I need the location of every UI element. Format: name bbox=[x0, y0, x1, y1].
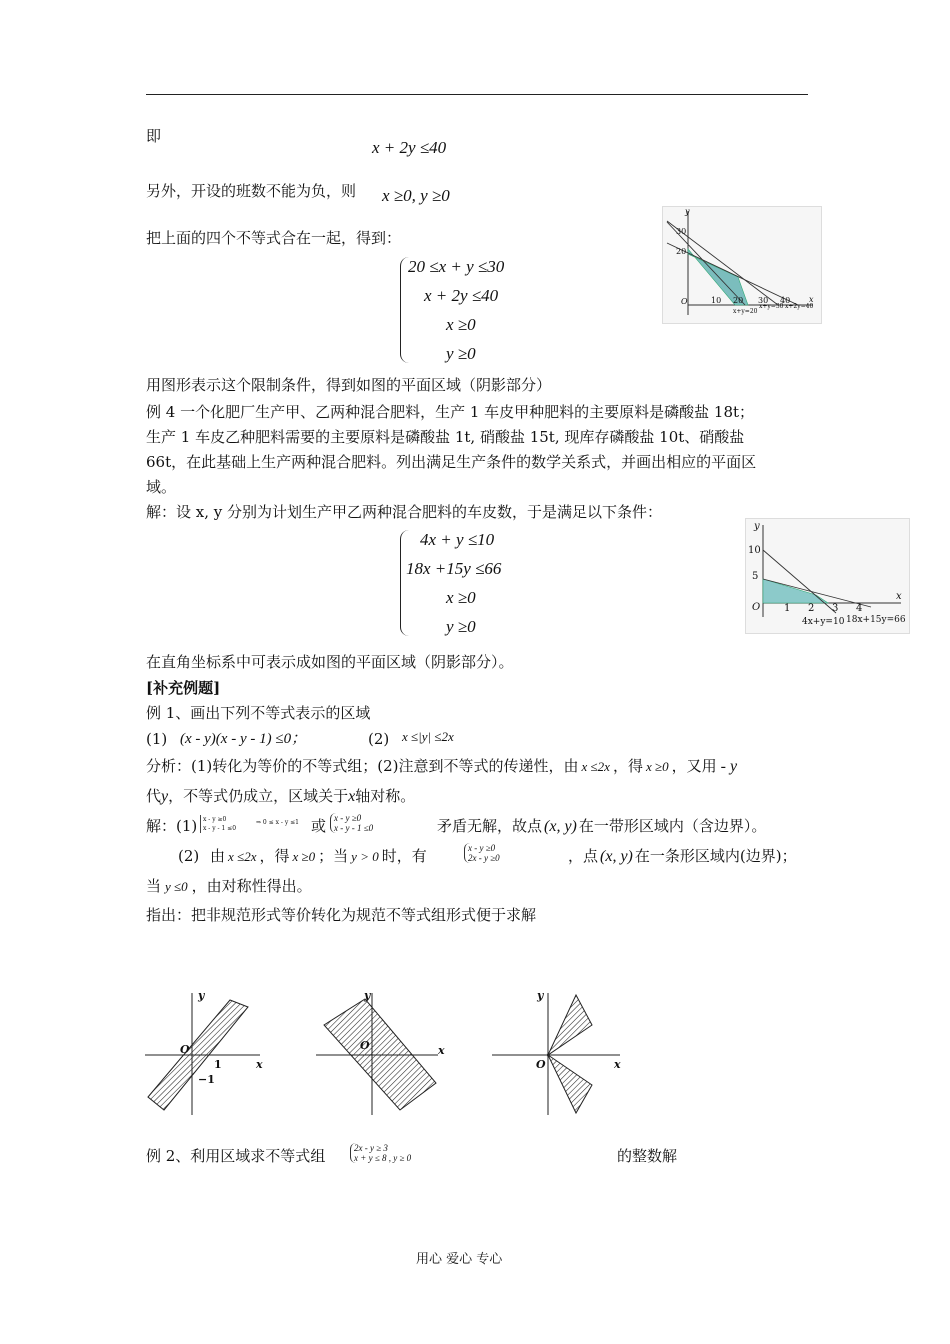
sol2-label: (2) bbox=[178, 847, 200, 865]
fig1-x10: 10 bbox=[711, 296, 722, 305]
figure-region-1 bbox=[662, 206, 822, 324]
ex2-sys-b: x + y ≤ 8 , y ≥ 0 bbox=[354, 1153, 412, 1163]
sol2-m2: x ≥0 bbox=[292, 849, 316, 864]
ex2-p1: 例 2、利用区域求不等式组 bbox=[146, 1147, 326, 1165]
fig2-x4: 4 bbox=[856, 603, 863, 614]
ex1-item1-label: (1) bbox=[146, 730, 168, 748]
ex4-line: 例 4 一个化肥厂生产甲、乙两种混合肥料，生产 1 车皮甲种肥料的主要原料是磷酸盐 18t； bbox=[146, 403, 755, 421]
figure-c bbox=[492, 993, 620, 1115]
ex1-item1-math: (x - y)(x - y - 1) ≤0； bbox=[180, 731, 307, 747]
nonneg-text: 另外，开设的班数不能为负，则 bbox=[146, 182, 357, 200]
fig1-l2: x+y=30 bbox=[759, 303, 784, 310]
system1-line: x ≥0 bbox=[446, 315, 476, 334]
figure-region-2 bbox=[745, 518, 910, 634]
ex4-line: 域。 bbox=[146, 478, 177, 496]
ex4-line: 生产 1 车皮乙种肥料需要的主要原料是磷酸盐 1t, 硝酸盐 15t, 现库存磷酸盐 10t、硝酸盐 bbox=[146, 428, 745, 446]
wedge-upper bbox=[548, 995, 592, 1055]
sol1-sys-a: x - y ≥0 bbox=[334, 813, 362, 823]
sol2-p5: ，点 bbox=[568, 847, 599, 865]
system2-line: y ≥0 bbox=[446, 617, 476, 636]
sol1-tiny-system bbox=[200, 815, 236, 833]
sol1-tiny1: x - y ≥0 bbox=[203, 816, 227, 823]
fig2-l2: 18x+15y=66 bbox=[846, 615, 906, 625]
wedge-lower bbox=[548, 1055, 592, 1113]
fig2-x: x bbox=[896, 591, 902, 602]
bottom-figures bbox=[140, 985, 640, 1120]
fig2-x3: 3 bbox=[832, 603, 839, 614]
sol1-point: (x, y) bbox=[544, 818, 577, 835]
system2-line: 18x +15y ≤66 bbox=[406, 559, 502, 578]
sol2-p2: ，得 bbox=[259, 847, 290, 865]
figa-y: y bbox=[198, 989, 205, 1002]
figb-o: O bbox=[360, 1039, 370, 1052]
analysis-line2-m2: x bbox=[348, 788, 356, 805]
analysis-line2-p2: ，不等式仍成立，区域关于 bbox=[168, 787, 349, 805]
figa-one: 1 bbox=[214, 1058, 222, 1071]
nonneg-math: x ≥0, y ≥0 bbox=[382, 186, 450, 205]
fig1-t30: 30 bbox=[676, 227, 687, 236]
fig2-y: y bbox=[754, 521, 760, 532]
system1-line: 20 ≤x + y ≤30 bbox=[408, 257, 505, 276]
sol1-or: 或 bbox=[311, 817, 327, 835]
fig1-x: x bbox=[809, 295, 814, 304]
analysis-line2-p3: 轴对称。 bbox=[355, 787, 416, 805]
analysis-p3: ，又用 bbox=[671, 757, 717, 775]
sol2-system bbox=[464, 843, 500, 863]
sol1-tiny3: ⇒ 0 ≤ x - y ≤1 bbox=[256, 819, 299, 826]
figa-o: O bbox=[180, 1043, 190, 1056]
ex1-item2-label: (2) bbox=[368, 730, 390, 748]
combine-text: 把上面的四个不等式合在一起，得到： bbox=[146, 229, 402, 247]
fig1-x40: 40 bbox=[780, 296, 791, 305]
ex1-item2-math: x ≤|y| ≤2x bbox=[402, 729, 454, 744]
analysis-line1 bbox=[146, 756, 737, 777]
sol2-p3: ；当 bbox=[318, 847, 349, 865]
sol1-sys-b: x - y - 1 ≤0 bbox=[334, 823, 374, 833]
fig2-x1: 1 bbox=[784, 603, 791, 614]
analysis-p2: ，得 bbox=[612, 757, 643, 775]
fig2-t10: 10 bbox=[748, 545, 761, 556]
fig2-t5: 5 bbox=[752, 571, 759, 582]
sol2-p4: 时，有 bbox=[381, 847, 427, 865]
sol1-system bbox=[330, 813, 373, 833]
analysis-m2: x ≥0 bbox=[645, 759, 669, 774]
analysis-p1: 分析：(1)转化为等价的不等式组；(2)注意到不等式的传递性，由 bbox=[146, 757, 579, 775]
intro-ji: 即 bbox=[146, 127, 162, 145]
sol2-line2 bbox=[146, 876, 312, 897]
system2-brace bbox=[400, 530, 409, 636]
footer: 用心 爱心 专心 bbox=[416, 1252, 503, 1267]
figc-x: x bbox=[614, 1058, 621, 1071]
figc-y: y bbox=[537, 989, 544, 1002]
figa-x: x bbox=[256, 1058, 263, 1071]
fig2-l1: 4x+y=10 bbox=[802, 617, 845, 627]
system2-line: 4x + y ≤10 bbox=[420, 530, 495, 549]
coord-text: 在直角坐标系中可表示成如图的平面区域（阴影部分）。 bbox=[146, 653, 514, 671]
sol2-m3: y > 0 bbox=[351, 849, 379, 864]
sol2-line1 bbox=[178, 846, 427, 867]
fig1-o: O bbox=[681, 297, 688, 306]
system1-line: y ≥0 bbox=[446, 344, 476, 363]
figc-o: O bbox=[536, 1058, 546, 1071]
sol2-line2-m: y ≤0 bbox=[165, 879, 188, 894]
fig1-x30: 30 bbox=[758, 296, 769, 305]
sol2-p1: 由 bbox=[210, 847, 226, 865]
fig1-x20: 20 bbox=[733, 296, 744, 305]
sol2-p6: 在一条形区域内(边界)； bbox=[634, 847, 797, 865]
feasible-region bbox=[763, 579, 828, 603]
sol1-label: 解：(1) bbox=[146, 817, 198, 835]
ex1-title: 例 1、画出下列不等式表示的区域 bbox=[146, 704, 371, 722]
sol4-text: 解：设 x, y 分别为计划生产甲乙两种混合肥料的车皮数，于是满足以下条件： bbox=[146, 503, 663, 521]
analysis-line2 bbox=[146, 786, 415, 807]
point-out: 指出：把非规范形式等价转化为规范不等式组形式便于求解 bbox=[146, 906, 537, 924]
sol1-tail bbox=[437, 816, 766, 837]
fig2-o: O bbox=[752, 602, 761, 613]
system1-line: x + 2y ≤40 bbox=[424, 286, 499, 305]
system2-line: x ≥0 bbox=[446, 588, 476, 607]
top-rule bbox=[146, 94, 808, 95]
sol2-line2-p2: ，由对称性得出。 bbox=[191, 877, 312, 895]
sol1-text2: 在一带形区域内（含边界）。 bbox=[578, 817, 767, 835]
ex2-sys-a: 2x - y ≥ 3 bbox=[354, 1143, 388, 1153]
fig1-y: y bbox=[685, 207, 690, 216]
sol2-point: (x, y) bbox=[600, 848, 633, 865]
ex2-system bbox=[350, 1143, 411, 1163]
fig1-l3: x+2y=40 bbox=[785, 303, 814, 310]
sol2-sys-a: x - y ≥0 bbox=[468, 843, 496, 853]
ex4-line: 66t，在此基础上生产两种混合肥料。列出满足生产条件的数学关系式，并画出相应的平面区 bbox=[146, 453, 757, 471]
sol2-tail bbox=[568, 846, 797, 867]
figa-neg1: −1 bbox=[198, 1073, 215, 1086]
region-text: 用图形表示这个限制条件，得到如图的平面区域（阴影部分） bbox=[146, 376, 552, 394]
analysis-line2-m1: y bbox=[161, 788, 169, 805]
figure-b bbox=[316, 993, 438, 1115]
analysis-m3: - y bbox=[720, 758, 738, 775]
sol2-line2-p1: 当 bbox=[146, 877, 162, 895]
sol2-m1: x ≤2x bbox=[228, 849, 257, 864]
ineq-x2y: x + 2y ≤40 bbox=[372, 138, 447, 157]
fig2-x2: 2 bbox=[808, 603, 815, 614]
figb-x: x bbox=[438, 1044, 445, 1057]
sol1-text1: 矛盾无解，故点 bbox=[437, 817, 543, 835]
figure-a bbox=[145, 993, 260, 1115]
supp-title: [补充例题] bbox=[146, 679, 221, 697]
ex2-p2: 的整数解 bbox=[617, 1147, 678, 1165]
sol2-sys-b: 2x - y ≥0 bbox=[468, 853, 500, 863]
analysis-m1: x ≤2x bbox=[581, 759, 610, 774]
figb-y: y bbox=[364, 989, 371, 1002]
fig1-t20: 20 bbox=[676, 247, 687, 256]
analysis-line2-p1: 代 bbox=[146, 787, 162, 805]
fig1-l1: x+y=20 bbox=[733, 308, 758, 315]
sol1-tiny2: x - y - 1 ≤0 bbox=[203, 825, 237, 832]
